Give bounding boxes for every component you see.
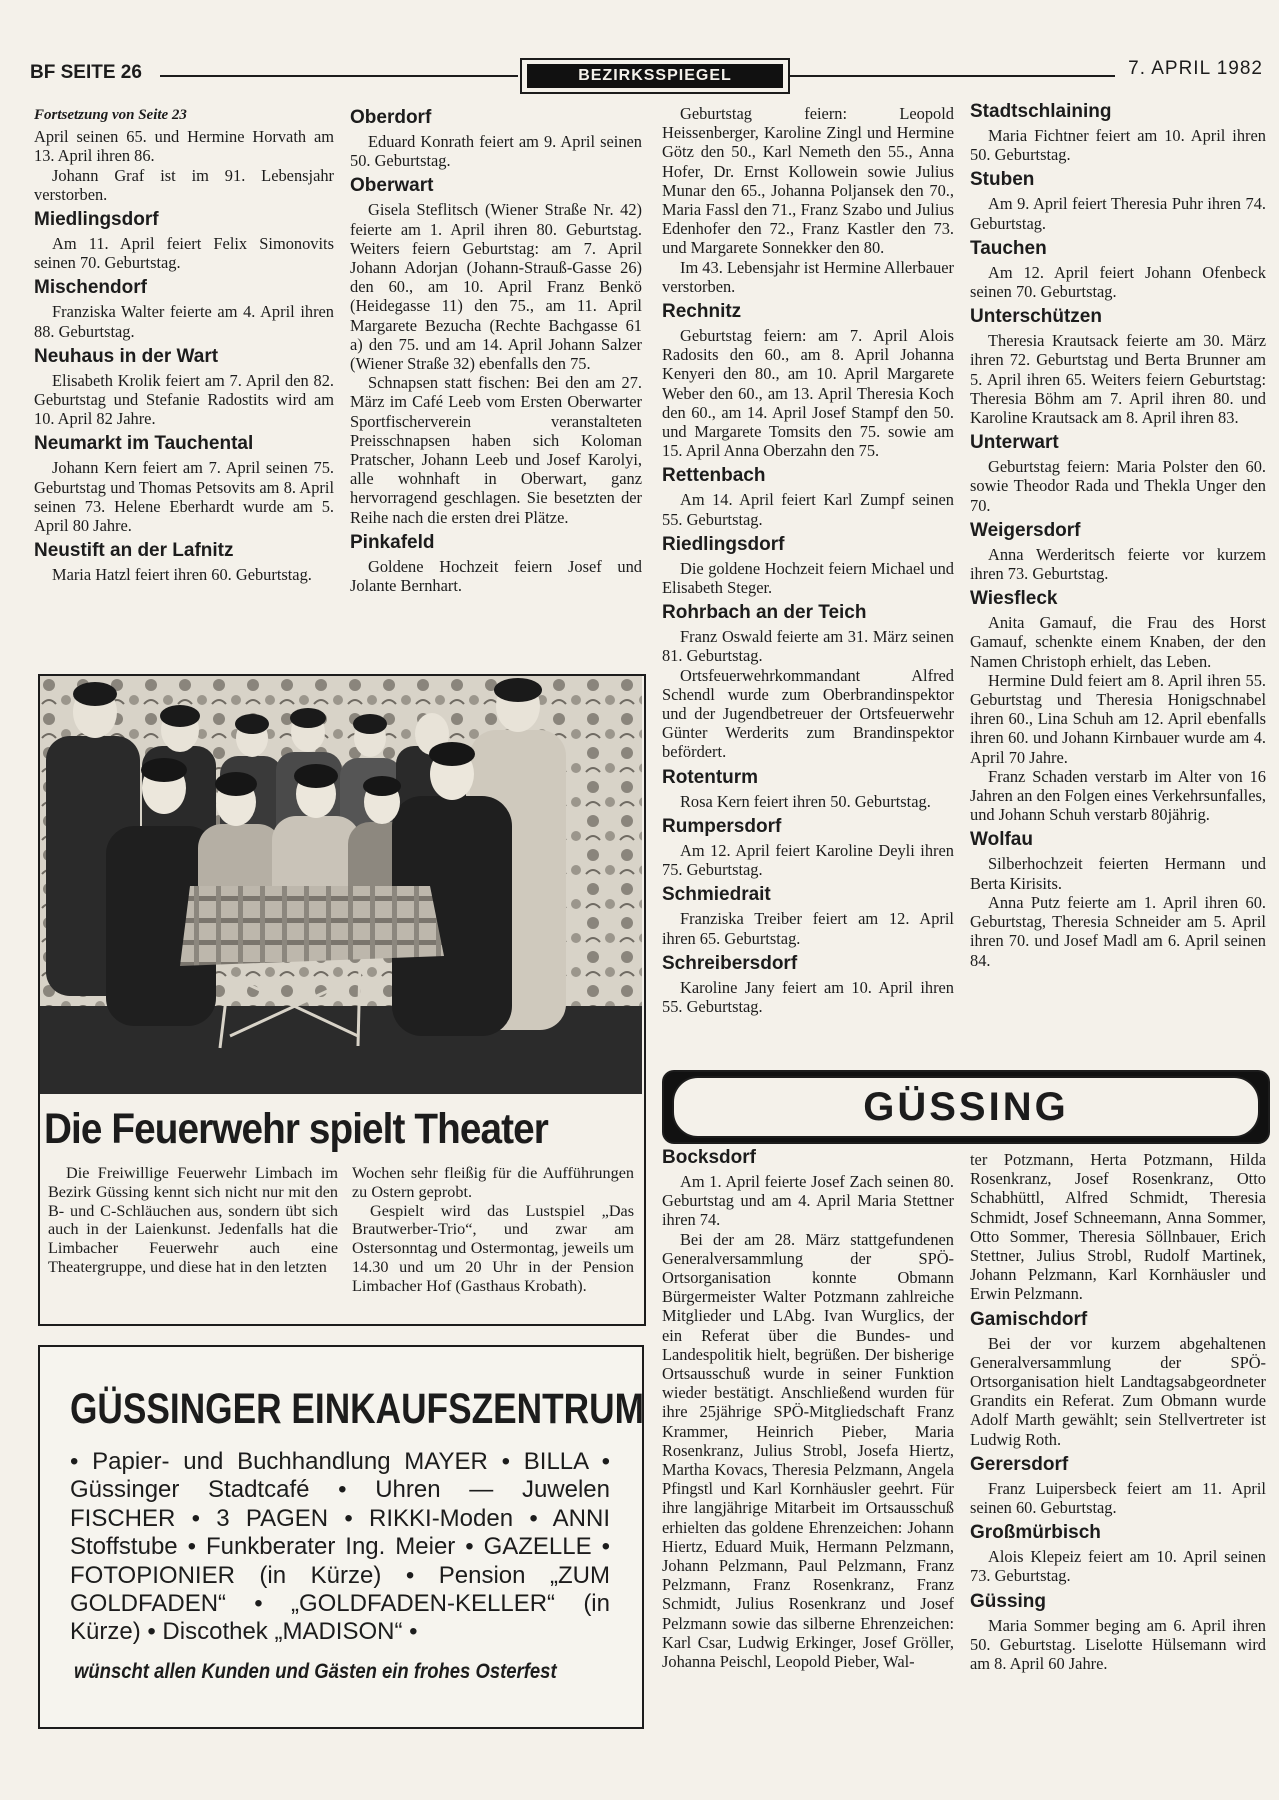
column-4 bbox=[970, 100, 1266, 970]
section-heading: Neuhaus in der Wart bbox=[34, 345, 219, 367]
section-text: Goldene Hochzeit feiern Josef und Jolante Bernhart. bbox=[350, 556, 642, 596]
section-text: Hermine Duld feiert am 8. April ihren 55. Geburtstag und Theresia Honigschnabel ihren 60., Lina Schuh am 12. April ebenfalls ihren 60. und Johann Kirnbauer wurde am 4. April 70 Jahre. bbox=[970, 670, 1266, 767]
section-text: Alois Klepeiz feiert am 10. April seinen 73. Geburtstag. bbox=[970, 1547, 1266, 1586]
section-text: Franz Luipersbeck feiert am 11. April seinen 60. Geburtstag. bbox=[970, 1478, 1266, 1518]
guessing-column-2 bbox=[970, 1150, 1266, 1673]
section-heading: Wolfau bbox=[970, 829, 1033, 851]
column-1-intro-2: Johann Graf ist im 91. Lebensjahr verstorben. bbox=[34, 165, 334, 204]
section-text: Franziska Treiber feiert am 12. April ihren 65. Geburtstag. bbox=[662, 909, 954, 948]
section-text: Anna Putz feierte am 1. April ihren 60. Geburtstag, Theresia Schneider am 5. April ihren 70. und Josef Madl am 6. April seinen 84. bbox=[970, 892, 1266, 970]
section-heading: Rohrbach an der Teich bbox=[662, 602, 867, 624]
section-heading: Rumpersdorf bbox=[662, 815, 782, 837]
section-heading: Gerersdorf bbox=[970, 1453, 1069, 1475]
story-text-left bbox=[48, 1164, 338, 1277]
section-heading: Rettenbach bbox=[662, 465, 766, 487]
issue-date: 7. APRIL 1982 bbox=[1128, 58, 1263, 79]
section-text: Schnapsen statt fischen: Bei den am 27. März im Café Leeb vom Ersten Oberwarter Sportfischerverein veranstalteten Preisschnapsen haben sich Koloman Pratscher, Johann Leeb und Josef Karolyi, alle wohnhaft in Oberwart, ganz hervorragend geschlagen. Sie besetzten der Reihe nach die ersten drei Plätze. bbox=[350, 373, 642, 527]
section-heading: Tauchen bbox=[970, 237, 1047, 259]
section-text: Anita Gamauf, die Frau des Horst Gamauf, schenkte einem Knaben, der den Namen Christoph erhielt, das Leben. bbox=[970, 613, 1266, 671]
section-text: Maria Hatzl feiert ihren 60. Geburtstag. bbox=[52, 565, 312, 585]
story-paragraph: Die Freiwillige Feuerwehr Limbach im Bezirk Güssing kennt sich nicht nur mit den B- und C-Schläuchen aus, sondern übt sich auch in der Laienkunst. Jedenfalls hat die Limbacher Feuerwehr auch eine Theatergruppe, und diese hat in den letzten bbox=[48, 1164, 338, 1276]
section-heading: Miedlingsdorf bbox=[34, 209, 159, 231]
section-text: Am 1. April feierte Josef Zach seinen 80. Geburtstag und am 4. April Maria Stettner ihren 74. bbox=[662, 1172, 954, 1230]
section-heading: Unterschützen bbox=[970, 306, 1102, 328]
section-heading: Stuben bbox=[970, 169, 1035, 191]
section-text: Gisela Steflitsch (Wiener Straße Nr. 42) feierte am 1. April ihren 80. Geburtstag. Weiters feiern Geburtstag: am 7. April Johann Adorjan (Johann-Strauß-Gasse 26) den 60., am 10. April Franz Benkö (Heidegasse 11) den 75., am 11. April Margarete Bezucha (Rechte Bachgasse 61 a) den 75. und am 14. April Johann Salzer (Wiener Straße 32) ebenfalls den 75. bbox=[350, 200, 642, 374]
section-text: Maria Fichtner feiert am 10. April ihren 50. Geburtstag. bbox=[970, 126, 1266, 165]
section-heading: Schmiedrait bbox=[662, 884, 771, 906]
photo-illustration bbox=[40, 676, 642, 1094]
section-text: Franziska Walter feierte am 4. April ihren 88. Geburtstag. bbox=[34, 302, 334, 341]
story-paragraph: Wochen sehr fleißig für die Aufführungen zu Ostern geprobt. bbox=[352, 1164, 634, 1201]
guessing-column-2-intro: ter Potzmann, Herta Potzmann, Hilda Rosenkranz, Josef Rosenkranz, Otto Schabhüttl, Alfred Schmidt, Theresia Schmidt, Josef Schneemann, Anna Sommer, Otto Sommer, Theresia Söllnbauer, Erich Stettner, Julius Strobl, Rudolf Martinek, Johann Pelzmann, Karl Kornhäusler und Erwin Pelzmann. bbox=[970, 1150, 1266, 1304]
section-text: Am 12. April feiert Johann Ofenbeck seinen 70. Geburtstag. bbox=[970, 262, 1266, 302]
section-text: Die goldene Hochzeit feiern Michael und Elisabeth Steger. bbox=[662, 558, 954, 598]
story-text-right bbox=[352, 1164, 634, 1296]
section-text: Geburtstag feiern: Maria Polster den 60. sowie Theodor Rada und Thekla Unger den 70. bbox=[970, 457, 1266, 515]
section-text: Eduard Konrath feiert am 9. April seinen 50. Geburtstag. bbox=[350, 132, 642, 171]
section-text: Bei der vor kurzem abgehaltenen Generalversammlung der SPÖ-Ortsorganisation hielt Landtagsabgeordneter Grandits ein Referat. Zum Obmann wurde Adolf Marth gewählt; sein Stellvertreter ist Ludwig Roth. bbox=[970, 1333, 1266, 1449]
section-title: BEZIRKSSPIEGEL bbox=[527, 64, 783, 88]
column-2 bbox=[350, 106, 642, 595]
header-rule-left bbox=[160, 75, 518, 77]
column-3-intro-2: Im 43. Lebensjahr ist Hermine Allerbauer verstorben. bbox=[662, 257, 954, 296]
advertisement-shop-list: • Papier- und Buchhandlung MAYER • BILLA • Güssinger Stadtcafé • Uhren — Juwelen FISCHER • 3 PAGEN • RIKKI-Moden • ANNI Stoffstube • Funkberater Ing. Meier • GAZELLE • FOTOPIONIER (in Kürze) • Pension „ZUM GOLDFADEN“ • „GOLDFADEN-KELLER“ (in Kürze) • Discothek „MADISON“ • bbox=[70, 1448, 610, 1646]
section-text: Johann Kern feiert am 7. April seinen 75. Geburtstag und Thomas Petsovits am 8. April seinen 73. Helene Eberhardt wurde am 5. April 80 Jahre. bbox=[34, 458, 334, 536]
section-heading: Schreibersdorf bbox=[662, 952, 798, 974]
continuation-note: Fortsetzung von Seite 23 bbox=[34, 107, 187, 123]
story-headline: Die Feuerwehr spielt Theater bbox=[44, 1105, 548, 1153]
section-banner bbox=[520, 58, 790, 94]
section-text: Anna Werderitsch feierte vor kurzem ihren 73. Geburtstag. bbox=[970, 544, 1266, 584]
column-3-intro: Geburtstag feiern: Leopold Heissenberger, Karoline Zingl und Hermine Götz den 50., Karl Nemeth den 55., Anna Hofer, Dr. Ernst Kollowein sowie Julius Munar den 65., Johanna Poljansek den 70., Maria Fassl den 71., Franz Szabo und Julius Edenhofer den 72., Franz Kastler den 73. und Margarete Sonnekker den 80. bbox=[662, 104, 954, 258]
section-text: Karoline Jany feiert am 10. April ihren 55. Geburtstag. bbox=[662, 977, 954, 1016]
section-text: Elisabeth Krolik feiert am 7. April den 82. Geburtstag und Stefanie Radostits wird am 10. April 82 Jahre. bbox=[34, 370, 334, 429]
section-text: Silberhochzeit feierten Hermann und Berta Kirisits. bbox=[970, 854, 1266, 893]
section-text: Maria Sommer beging am 6. April ihren 50. Geburtstag. Liselotte Hülsemann wird am 8. April 60 Jahre. bbox=[970, 1615, 1266, 1674]
theatre-group-photo bbox=[40, 676, 642, 1094]
section-heading: Mischendorf bbox=[34, 277, 147, 299]
section-text: Am 12. April feiert Karoline Deyli ihren 75. Geburtstag. bbox=[662, 840, 954, 880]
section-heading: Stadtschlaining bbox=[970, 101, 1112, 122]
advertisement-slogan: wünscht allen Kunden und Gästen ein frohes Osterfest bbox=[74, 1660, 557, 1683]
section-heading: Rechnitz bbox=[662, 301, 742, 323]
section-heading: Güssing bbox=[970, 1590, 1047, 1612]
section-text: Franz Oswald feierte am 31. März seinen 81. Geburtstag. bbox=[662, 627, 954, 666]
section-heading: Gamischdorf bbox=[970, 1308, 1088, 1330]
header-rule-right bbox=[790, 75, 1115, 77]
section-heading: Weigersdorf bbox=[970, 519, 1081, 541]
advertisement-title: GÜSSINGER EINKAUFSZENTRUM bbox=[70, 1385, 644, 1433]
section-text: Theresia Krautsack feierte am 30. März ihren 72. Geburtstag und Berta Brunner am 5. April ihren 65. Weiters feiern Geburtstag: Theresia Böhm am 7. April ihren 80. und Karoline Krautsack am 8. April ihren 83. bbox=[970, 331, 1266, 428]
section-heading: Oberwart bbox=[350, 175, 434, 197]
page-label: BF SEITE 26 bbox=[30, 62, 142, 83]
column-1-intro: April seinen 65. und Hermine Horvath am 13. April ihren 86. bbox=[34, 127, 334, 166]
section-text: Franz Schaden verstarb im Alter von 16 Jahren an den Folgen eines Verkehrsunfalles, und Johann Schuh verstarb 80jährig. bbox=[970, 766, 1266, 825]
section-heading: Oberdorf bbox=[350, 107, 432, 128]
section-text: Am 14. April feiert Karl Zumpf seinen 55. Geburtstag. bbox=[662, 490, 954, 529]
story-paragraph: Gespielt wird das Lustspiel „Das Brautwerber-Trio“, und zwar am Ostersonntag und Ostermontag, jeweils um 14.30 und um 20 Uhr in der Pension Limbacher Hof (Gasthaus Krobath). bbox=[352, 1201, 634, 1295]
section-heading: Pinkafeld bbox=[350, 531, 435, 553]
section-heading: Unterwart bbox=[970, 432, 1059, 454]
section-text: Geburtstag feiern: am 7. April Alois Radosits den 60., am 8. April Johanna Kenyeri den 80., am 10. April Margarete Weber den 60., am 13. April Theresia Koch den 60., am 14. April Josef Stampf den 50. und Margarete Tomsits den 75. sowie am 15. April Anna Oberzahn den 75. bbox=[662, 326, 954, 461]
section-heading: Wiesfleck bbox=[970, 588, 1058, 610]
column-3 bbox=[662, 104, 954, 1016]
section-heading: Riedlingsdorf bbox=[662, 533, 785, 555]
section-text: Am 9. April feiert Theresia Puhr ihren 74. Geburtstag. bbox=[970, 194, 1266, 233]
section-text: Rosa Kern feiert ihren 50. Geburtstag. bbox=[680, 791, 931, 811]
guessing-column-1 bbox=[662, 1146, 954, 1671]
district-banner: GÜSSING bbox=[672, 1076, 1260, 1138]
section-heading: Großmürbisch bbox=[970, 1522, 1101, 1544]
section-text: Ortsfeuerwehrkommandant Alfred Schendl wurde zum Oberbrandinspektor und der Jugendbetreuer der Ortsfeuerwehr Günter Werderits zum Brandinspektor befördert. bbox=[662, 665, 954, 762]
section-text: Bei der am 28. März stattgefundenen Generalversammlung der SPÖ-Ortsorganisation konnte Obmann Bürgermeister Walter Potzmann zahlreiche Mitglieder und LAbg. Ivan Wurglics, der ein Referat über die Bundes- und Landespolitik hielt, begrüßen. Der bisherige Ortsausschuß wurde in seiner Funktion wieder bestätigt. Anschließend wurden für ihre 25jährige SPÖ-Mitgliedschaft Franz Krammer, Heinrich Pieber, Maria Rosenkranz, Julius Strobl, Josefa Hiertz, Martha Kovacs, Theresia Pelzmann, Angela Pfingstl und Karl Kornhäusler geehrt. Für ihre langjährige Mitarbeit im Ortsausschuß erhielten das goldene Ehrenzeichen: Johann Hiertz, Eduard Muik, Hermann Pelzmann, Johann Pelzmann, Paul Pelzmann, Franz Pelzmann, Franz Rosenkranz, Franz Schmidt, Julius Rosenkranz und Josef Pelzmann sowie das silberne Ehrenzeichen: Karl Csar, Ludwig Erkinger, Josef Gröller, Johanna Peischl, Leopold Pieber, Wal- bbox=[662, 1229, 954, 1672]
column-1 bbox=[34, 106, 334, 584]
section-heading: Neumarkt im Tauchental bbox=[34, 433, 254, 455]
section-heading: Bocksdorf bbox=[662, 1147, 756, 1168]
section-text: Am 11. April feiert Felix Simonovits seinen 70. Geburtstag. bbox=[34, 234, 334, 273]
section-heading: Rotenturm bbox=[662, 766, 759, 788]
section-heading: Neustift an der Lafnitz bbox=[34, 540, 234, 562]
